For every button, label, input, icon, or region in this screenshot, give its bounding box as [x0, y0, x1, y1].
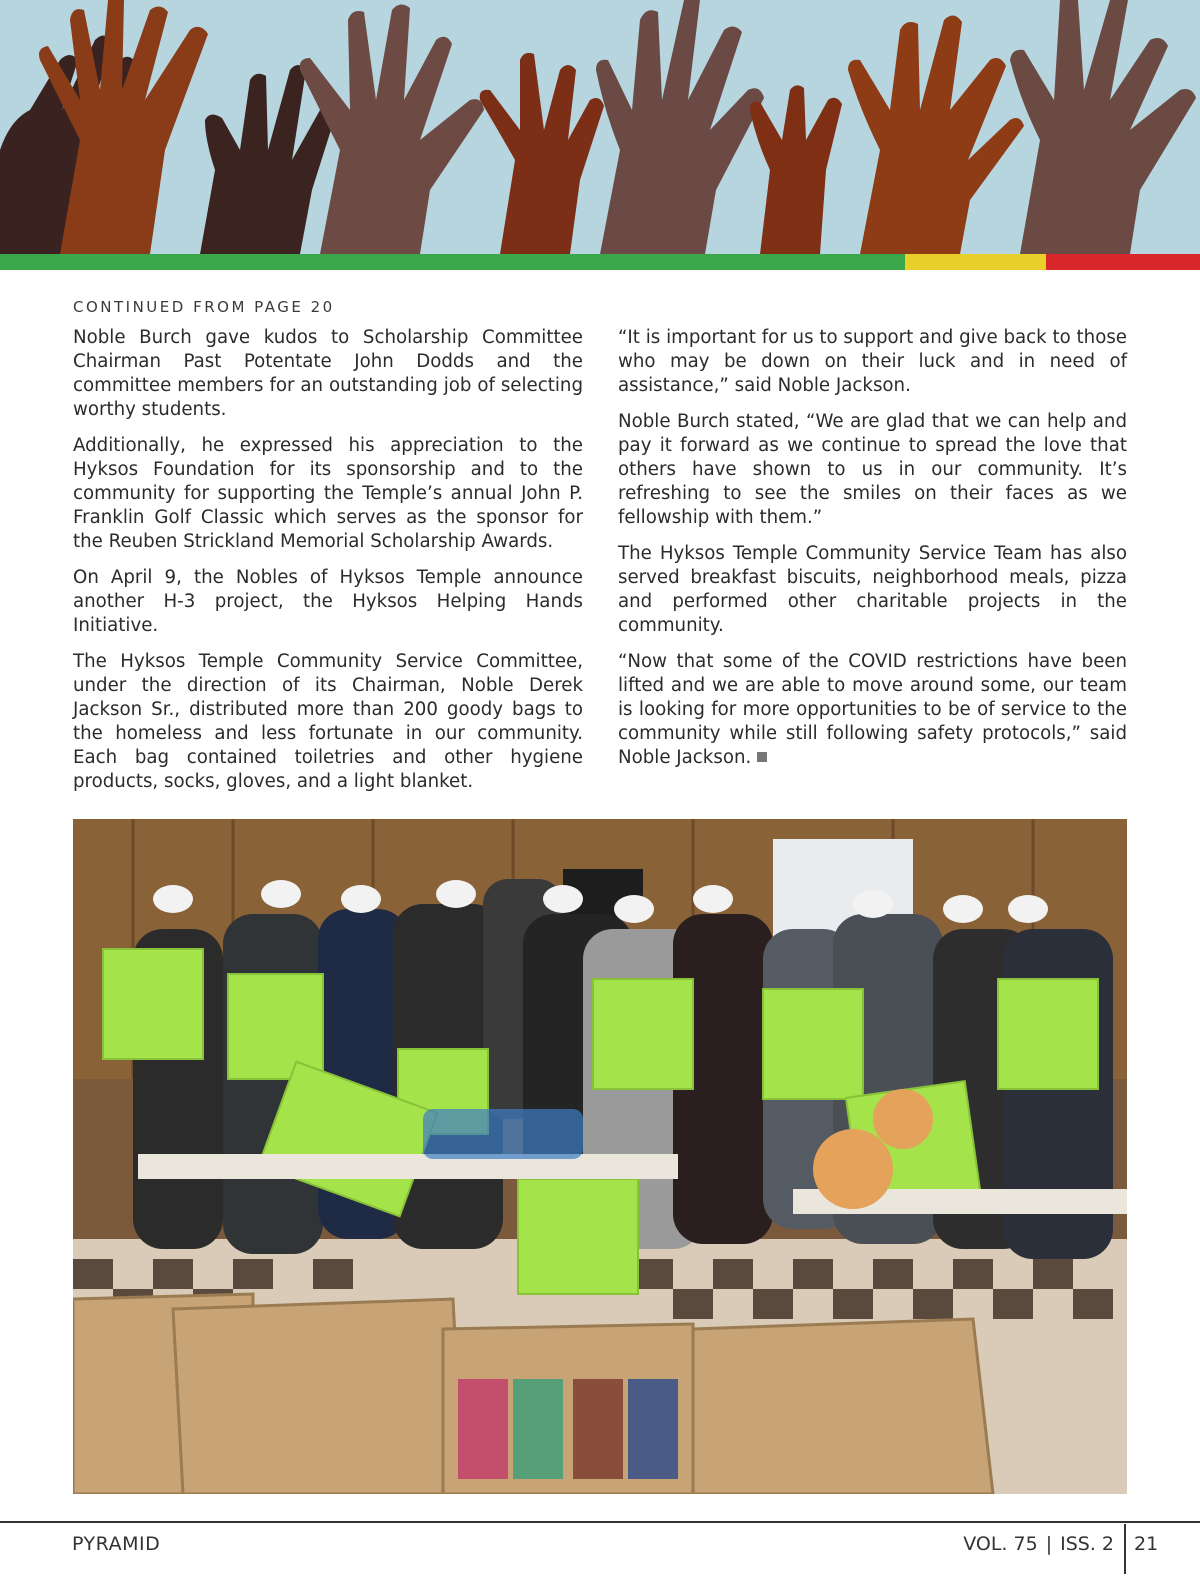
- footer-rule: [0, 1521, 1200, 1523]
- hands-banner-illustration: [0, 0, 1200, 254]
- end-mark-icon: [757, 752, 767, 762]
- continued-label: CONTINUED FROM PAGE 20: [73, 298, 335, 316]
- publication-name: PYRAMID: [72, 1533, 161, 1555]
- footer-separator: |: [1045, 1533, 1053, 1555]
- article-left-column: [73, 326, 583, 806]
- raised-hand-7: [750, 85, 842, 254]
- page-number: 21: [1134, 1533, 1159, 1555]
- article-right-column: [618, 326, 1127, 782]
- community-service-team-photo: [73, 819, 1127, 1494]
- article-paragraph: On April 9, the Nobles of Hyksos Temple announce another H-3 project, the Hyksos Helping Hands Initiative.: [73, 567, 583, 636]
- raised-hand-8: [848, 15, 1024, 254]
- page-number-divider: [1124, 1524, 1126, 1574]
- volume-label: VOL. 75: [963, 1533, 1038, 1555]
- article-paragraph: Noble Burch stated, “We are glad that we can help and pay it forward as we continue to spread the love that others have shown to us in our community. It’s refreshing to see the smiles on their faces as we fellowship with them.”: [618, 411, 1127, 528]
- article-paragraph: Noble Burch gave kudos to Scholarship Committee Chairman Past Potentate John Dodds and the committee members for an outstanding job of selecting worthy students.: [73, 327, 583, 420]
- article-final-paragraph: [618, 650, 1127, 770]
- issue-label: ISS. 2: [1060, 1533, 1114, 1555]
- article-paragraph: The Hyksos Temple Community Service Team has also served breakfast biscuits, neighborhood meals, pizza and performed other charitable projects in the community.: [618, 543, 1127, 636]
- article-paragraph: “It is important for us to support and give back to those who may be down on their luck and in need of assistance,” said Noble Jackson.: [618, 327, 1127, 396]
- article-paragraph: Additionally, he expressed his appreciation to the Hyksos Foundation for its sponsorship and to the community for supporting the Temple’s annual John P. Franklin Golf Classic which serves as the sponsor for the Reuben Strickland Memorial Scholarship Awards.: [73, 435, 583, 552]
- raised-hand-5: [480, 53, 604, 254]
- yellow-stripe: [905, 254, 1046, 270]
- green-stripe: [0, 254, 905, 270]
- article-paragraph-text: “Now that some of the COVID restrictions have been lifted and we are able to move around some, our team is looking for more opportunities to be of service to the community while still following safety protocols,” said Noble Jackson.: [618, 651, 1127, 768]
- issue-info: [963, 1533, 1114, 1555]
- raised-hand-6: [596, 0, 764, 254]
- red-stripe: [1046, 254, 1200, 270]
- article-paragraph: The Hyksos Temple Community Service Committee, under the direction of its Chairman, Noble Derek Jackson Sr., distributed more than 200 goody bags to the homeless and less fortunate in our community. Each bag contained toiletries and other hygiene products, socks, gloves, and a light blanket.: [73, 651, 583, 792]
- raised-hand-9: [1010, 0, 1196, 254]
- color-stripe-bar: [0, 254, 1200, 270]
